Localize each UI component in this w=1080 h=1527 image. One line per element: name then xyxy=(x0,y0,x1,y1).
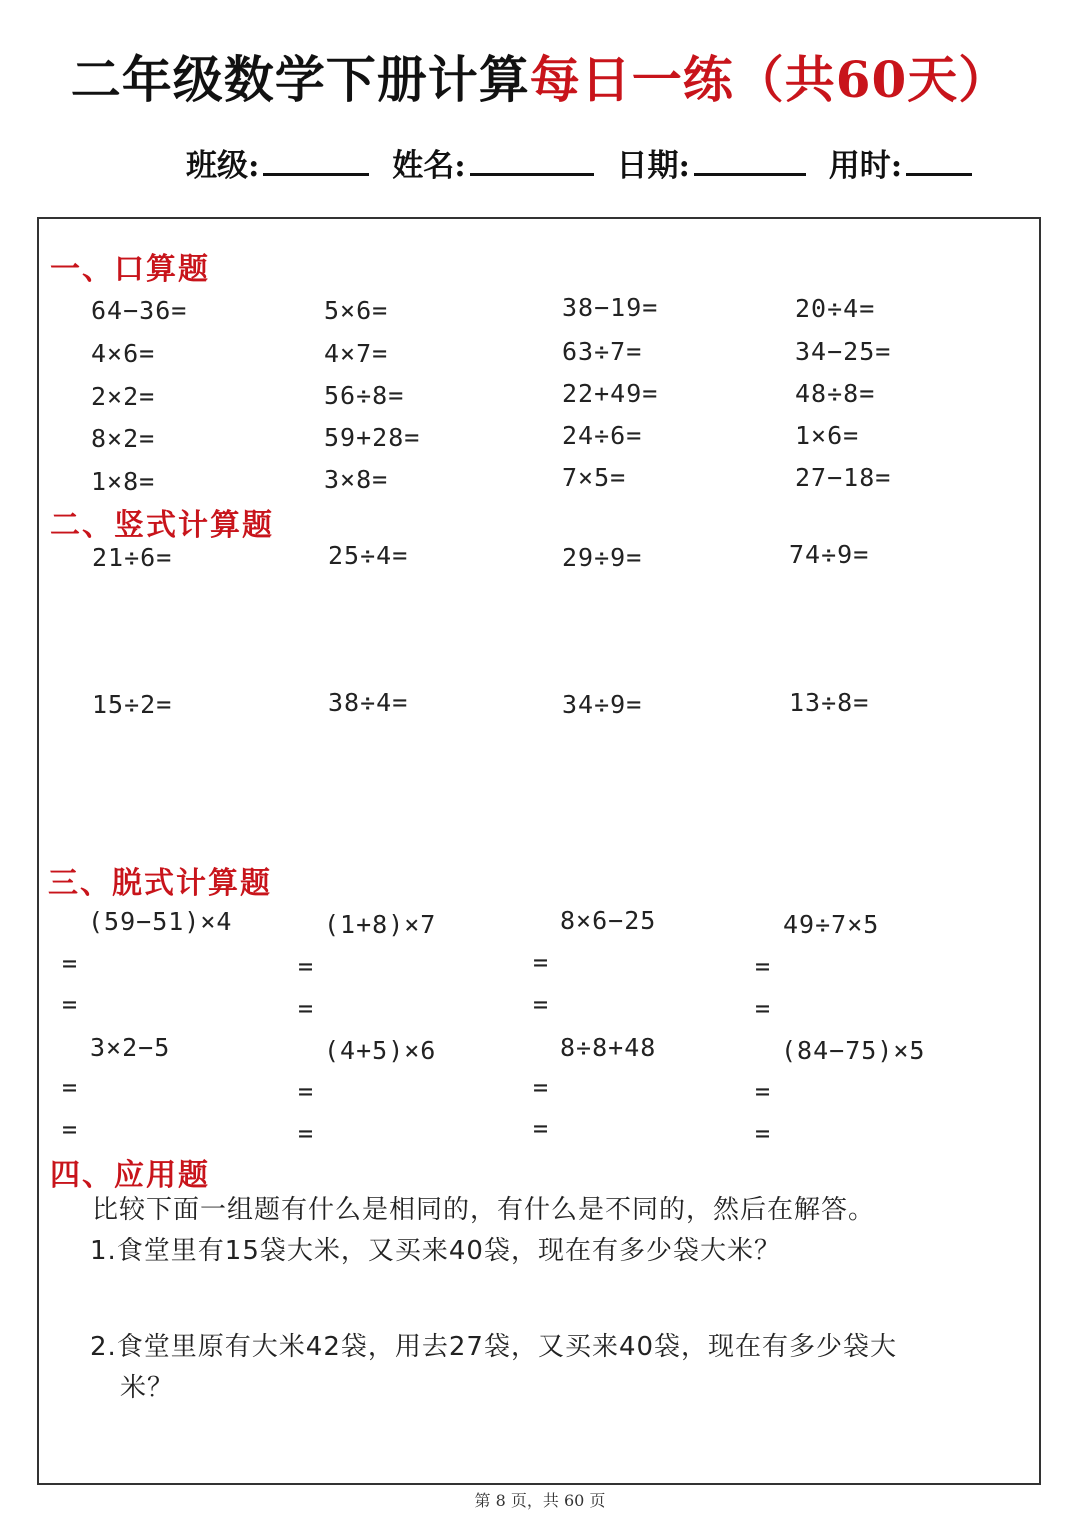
section-oral-heading: 一、口算题 xyxy=(50,252,210,287)
equals-sign: = xyxy=(298,1077,314,1106)
oral-problem: 34−25= xyxy=(795,337,892,366)
date-label: 日期: xyxy=(616,148,690,184)
equals-sign: = xyxy=(755,952,771,981)
vertical-problem: 29÷9= xyxy=(562,543,643,572)
oral-problem: 48÷8= xyxy=(795,379,876,408)
oral-problem: 20÷4= xyxy=(795,294,876,323)
oral-problem: 4×6= xyxy=(91,339,156,368)
class-label: 班级: xyxy=(186,148,260,184)
title-highlight: 每日一练（共60天） xyxy=(529,50,1010,109)
vertical-problem: 38÷4= xyxy=(328,688,409,717)
stepwise-problem: (84−75)×5 xyxy=(781,1036,926,1065)
vertical-problem: 21÷6= xyxy=(92,543,173,572)
equals-sign: = xyxy=(755,1119,771,1148)
oral-problem: 1×8= xyxy=(91,467,156,496)
stepwise-problem: 8÷8+48 xyxy=(560,1033,657,1062)
equals-sign: = xyxy=(62,949,78,978)
oral-problem: 59+28= xyxy=(324,423,421,452)
page-footer: 第 8 页，共 60 页 xyxy=(474,1491,606,1510)
stepwise-problem: 3×2−5 xyxy=(90,1033,171,1062)
word-question-1: 1.食堂里有15袋大米，又买来40袋，现在有多少袋大米？ xyxy=(90,1236,781,1266)
oral-problem: 63÷7= xyxy=(562,337,643,366)
oral-problem: 3×8= xyxy=(324,465,389,494)
oral-problem: 38−19= xyxy=(562,293,659,322)
stepwise-problem: 49÷7×5 xyxy=(783,910,880,939)
time-blank[interactable] xyxy=(906,143,972,176)
stepwise-problem: (1+8)×7 xyxy=(324,910,437,939)
page-title xyxy=(0,40,1080,112)
student-info-row xyxy=(186,140,972,185)
oral-problem: 2×2= xyxy=(91,382,156,411)
class-blank[interactable] xyxy=(263,143,369,176)
section-stepwise-heading: 三、脱式计算题 xyxy=(48,866,272,901)
vertical-problem: 74÷9= xyxy=(789,540,870,569)
oral-problem: 27−18= xyxy=(795,463,892,492)
oral-problem: 56÷8= xyxy=(324,381,405,410)
oral-problem: 64−36= xyxy=(91,296,188,325)
stepwise-problem: 8×6−25 xyxy=(560,906,657,935)
stepwise-problem: (59−51)×4 xyxy=(88,907,233,936)
oral-problem: 7×5= xyxy=(562,463,627,492)
equals-sign: = xyxy=(533,948,549,977)
date-blank[interactable] xyxy=(694,143,806,176)
oral-problem: 22+49= xyxy=(562,379,659,408)
equals-sign: = xyxy=(298,1119,314,1148)
equals-sign: = xyxy=(62,1073,78,1102)
oral-problem: 24÷6= xyxy=(562,421,643,450)
vertical-problem: 25÷4= xyxy=(328,541,409,570)
title-main: 二年级数学下册计算 xyxy=(70,50,530,109)
section-vertical-heading: 二、竖式计算题 xyxy=(50,508,274,543)
oral-problem: 1×6= xyxy=(795,421,860,450)
word-question-2-cont: 米？ xyxy=(120,1373,175,1403)
oral-problem: 8×2= xyxy=(91,424,156,453)
equals-sign: = xyxy=(298,952,314,981)
vertical-problem: 34÷9= xyxy=(562,690,643,719)
oral-problem: 5×6= xyxy=(324,296,389,325)
name-label: 姓名: xyxy=(392,148,466,184)
equals-sign: = xyxy=(755,1077,771,1106)
equals-sign: = xyxy=(533,990,549,1019)
name-blank[interactable] xyxy=(470,143,594,176)
equals-sign: = xyxy=(533,1114,549,1143)
equals-sign: = xyxy=(533,1073,549,1102)
oral-problem: 4×7= xyxy=(324,339,389,368)
vertical-problem: 13÷8= xyxy=(789,688,870,717)
word-intro: 比较下面一组题有什么是相同的，有什么是不同的，然后在解答。 xyxy=(92,1195,876,1225)
word-question-2: 2.食堂里原有大米42袋，用去27袋，又买来40袋，现在有多少袋大 xyxy=(90,1332,898,1362)
equals-sign: = xyxy=(298,994,314,1023)
equals-sign: = xyxy=(755,994,771,1023)
section-word-heading: 四、应用题 xyxy=(50,1158,210,1193)
time-label: 用时: xyxy=(828,148,903,184)
vertical-problem: 15÷2= xyxy=(92,690,173,719)
stepwise-problem: (4+5)×6 xyxy=(324,1036,437,1065)
equals-sign: = xyxy=(62,1115,78,1144)
worksheet-frame xyxy=(37,217,1041,1485)
equals-sign: = xyxy=(62,990,78,1019)
